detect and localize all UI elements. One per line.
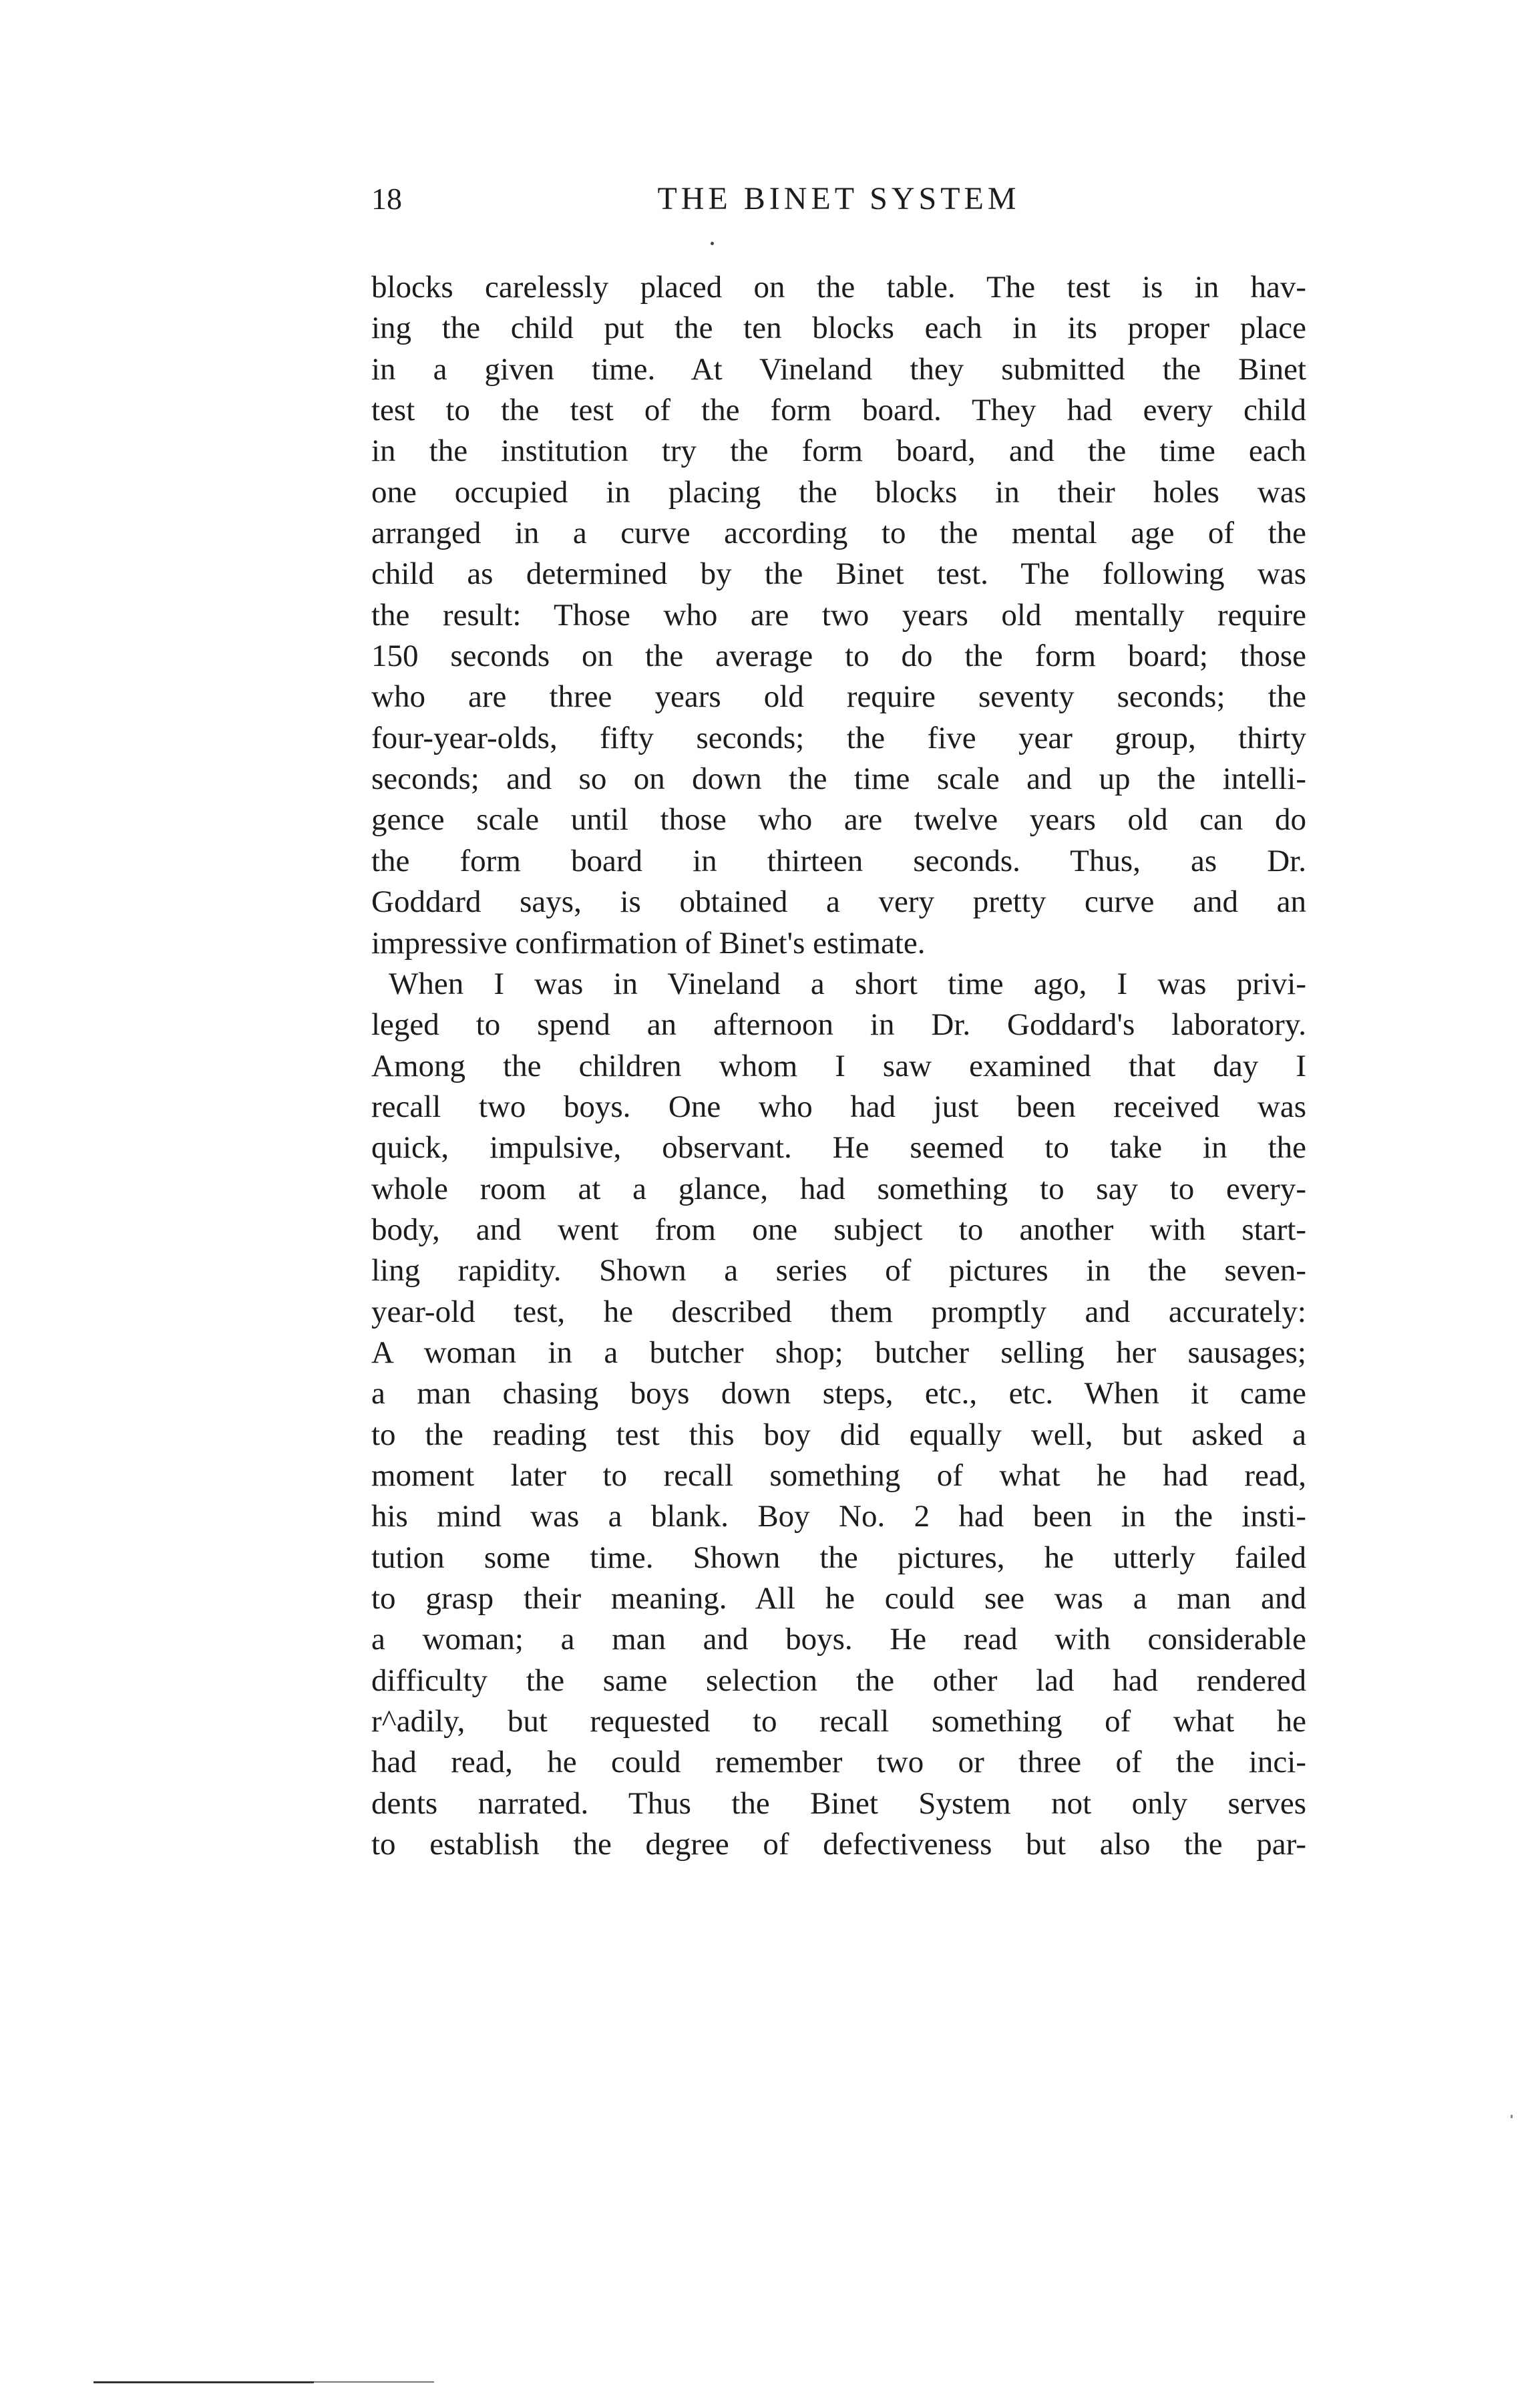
text-line: tution some time. Shown the pictures, he utterly failed — [371, 1540, 1306, 1575]
text-line: Among the children whom I saw examined that day I — [371, 1048, 1306, 1083]
footer-rule — [93, 2381, 314, 2383]
text-line: year-old test, he described them promptly and accurately: — [371, 1294, 1306, 1329]
text-line: A woman in a butcher shop; butcher selling her sausages; — [371, 1335, 1306, 1370]
text-line: child as determined by the Binet test. The following was — [371, 556, 1306, 592]
text-line: to grasp their meaning. All he could see was a man and — [371, 1581, 1306, 1616]
text-line: a man chasing boys down steps, etc., etc. When it came — [371, 1376, 1306, 1411]
text-line: one occupied in placing the blocks in their holes was — [371, 474, 1306, 510]
margin-mark — [1511, 2115, 1513, 2118]
page-number: 18 — [371, 182, 402, 216]
text-line: test to the test of the form board. They had every child — [371, 393, 1306, 428]
footer-rule-faint — [314, 2381, 434, 2383]
text-line: When I was in Vineland a short time ago, I was privi- — [389, 966, 1306, 1001]
text-line: Goddard says, is obtained a very pretty curve and an — [371, 884, 1306, 920]
running-head: THE BINET SYSTEM — [657, 181, 1020, 216]
text-line: moment later to recall something of what he had read, — [371, 1458, 1306, 1493]
text-line: body, and went from one subject to another with start- — [371, 1212, 1306, 1247]
text-line: dents narrated. Thus the Binet System not only serves — [371, 1785, 1306, 1821]
text-line: r^adily, but requested to recall something of what he — [371, 1704, 1306, 1739]
body-text — [371, 267, 1306, 1865]
text-line: quick, impulsive, observant. He seemed to take in the — [371, 1130, 1306, 1166]
text-line: recall two boys. One who had just been received was — [371, 1089, 1306, 1124]
text-line: the form board in thirteen seconds. Thus, as Dr. — [371, 843, 1306, 878]
text-line: impressive confirmation of Binet's estimate. — [371, 925, 926, 961]
text-line: four-year-olds, fifty seconds; the five year group, thirty — [371, 720, 1306, 755]
text-line: to establish the degree of defectiveness but also the par- — [371, 1827, 1306, 1862]
text-line: a woman; a man and boys. He read with considerable — [371, 1622, 1306, 1657]
text-line: ling rapidity. Shown a series of pictures in the seven- — [371, 1253, 1306, 1289]
text-line: difficulty the same selection the other lad had rendered — [371, 1663, 1306, 1698]
text-line: in a given time. At Vineland they submitted the Binet — [371, 351, 1306, 387]
text-line: who are three years old require seventy seconds; the — [371, 679, 1306, 715]
text-line: in the institution try the form board, and the time each — [371, 434, 1306, 469]
text-line: the result: Those who are two years old mentally require — [371, 597, 1306, 633]
text-line: seconds; and so on down the time scale and up the intelli- — [371, 761, 1306, 797]
text-line: his mind was a blank. Boy No. 2 had been in the insti- — [371, 1499, 1306, 1534]
text-line: arranged in a curve according to the mental age of the — [371, 516, 1306, 551]
text-line: had read, he could remember two or three of the inci- — [371, 1745, 1306, 1780]
text-line: 150 seconds on the average to do the form board; those — [371, 639, 1306, 674]
text-line: ing the child put the ten blocks each in its proper place — [371, 311, 1306, 346]
text-line: whole room at a glance, had something to say to every- — [371, 1171, 1306, 1206]
head-dot — [711, 242, 714, 245]
text-line: gence scale until those who are twelve years old can do — [371, 802, 1306, 838]
text-line: to the reading test this boy did equally well, but asked a — [371, 1417, 1306, 1452]
text-line: blocks carelessly placed on the table. The test is in hav- — [371, 270, 1306, 305]
text-line: leged to spend an afternoon in Dr. Goddard's laboratory. — [371, 1007, 1306, 1043]
